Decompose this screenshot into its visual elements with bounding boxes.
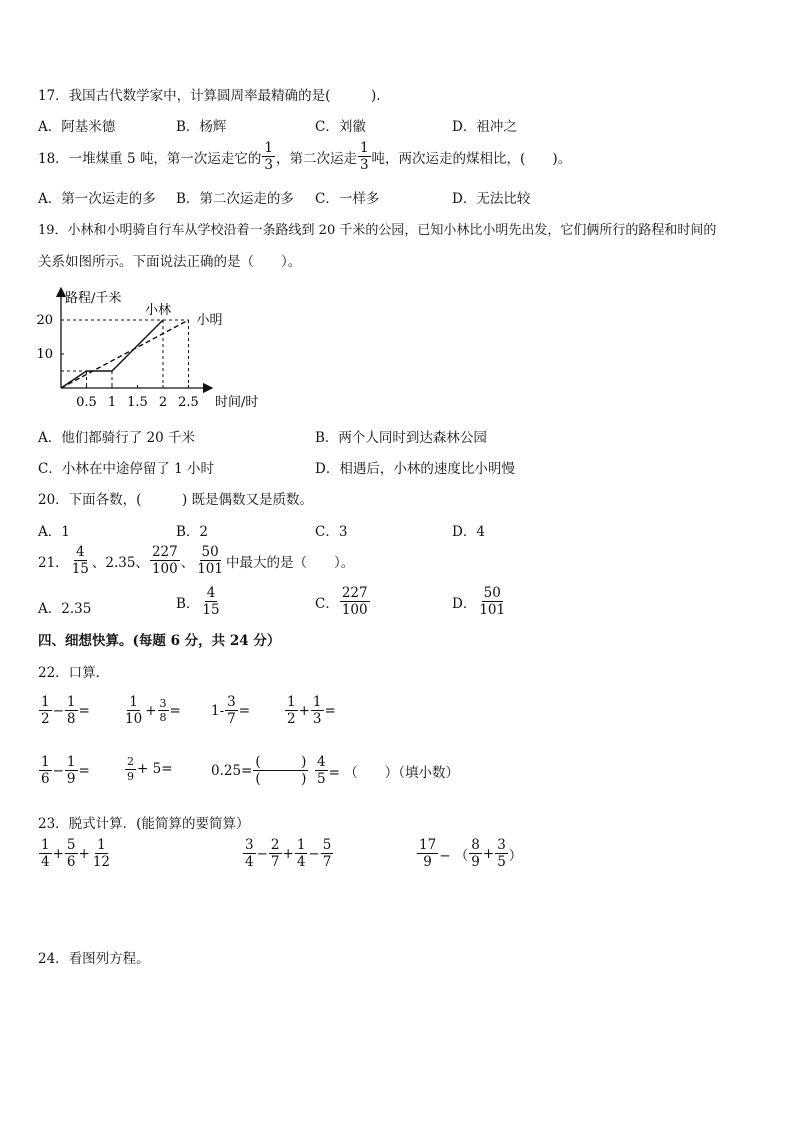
q17-option-c[interactable]: C．刘徽 (315, 119, 366, 135)
q18-fraction-2: $\frac{1}{3}$ (359, 140, 369, 174)
q23-expr-1: $\frac{1}{4}$ + $\frac{5}{6}$ + $\frac{1}{12}$ (41, 837, 110, 871)
q22-expr-4: $\frac{1}{2}$ + $\frac{1}{3}$ = (287, 694, 336, 728)
q19-option-d[interactable]: D．相遇后，小林的速度比小明慢 (315, 461, 515, 477)
q18-option-c[interactable]: C．一样多 (315, 191, 380, 207)
y-axis-label: 路程/千米 (65, 291, 122, 306)
question-19-line-1: 19．小林和小明骑自行车从学校沿着一条路线到 20 千米的公园，已知小林比小明先出发，它们俩所行的路程和时间的 (38, 223, 717, 238)
x-axis-label: 时间/时 (215, 395, 259, 410)
x-tick-label: 1 (107, 395, 117, 410)
x-tick-label: 0.5 (76, 395, 97, 410)
q22-expr-5: $\frac{1}{6}$ − $\frac{1}{9}$ = (41, 754, 90, 788)
series-label: 小明 (196, 313, 223, 328)
q18-option-a[interactable]: A．第一次运走的多 (38, 191, 156, 207)
q18-fraction-1: $\frac{1}{3}$ (264, 140, 273, 174)
question-23-title: 23．脱式计算．(能简算的要简算） (38, 816, 250, 832)
series-label: 小林 (145, 303, 172, 318)
q22-expr-1: $\frac{1}{2}$ − $\frac{1}{8}$ = (41, 694, 90, 728)
q20-option-d[interactable]: D．4 (452, 524, 485, 540)
q18-option-b[interactable]: B．第二次运走的多 (176, 191, 294, 207)
q21-option-c[interactable]: C． $\frac{227}{100}$ (315, 585, 368, 619)
q22-expr-8: $\frac{4}{5}$ = （ ）（填小数） (317, 754, 459, 788)
q21-fraction-227-100: $\frac{227}{100}$ (151, 544, 178, 578)
q18-text-b: ，第二次运走 (275, 150, 357, 167)
x-tick-label: 2.5 (178, 395, 199, 410)
y-tick-label: 20 (36, 313, 53, 328)
q18-text-a: 18．一堆煤重 5 吨，第一次运走它的 (38, 150, 262, 167)
q21-fraction-50-101: $\frac{50}{101}$ (197, 544, 223, 578)
question-22-title: 22．口算． (38, 665, 110, 681)
q18-text-c: 吨，两次运走的煤相比，( )。 (371, 150, 572, 167)
q19-option-b[interactable]: B．两个人同时到达森林公园 (315, 430, 487, 446)
q21-separator-1: 、2.35、 (91, 554, 149, 571)
q21-option-b[interactable]: B． $\frac{4}{15}$ (176, 585, 220, 619)
question-21-stem (38, 545, 354, 576)
q21-option-d[interactable]: D． $\frac{50}{101}$ (452, 585, 506, 619)
q22-expr-7: 0.25= $\frac{( )}{( )}$ (211, 754, 307, 788)
q23-expr-3: $\frac{17}{9}$ − （ $\frac{8}{9}$ + $\frac{3}{5}$ ） (419, 837, 523, 871)
question-20-stem: 20．下面各数，( ) 既是偶数又是质数。 (38, 492, 314, 508)
q20-option-c[interactable]: C．3 (315, 524, 348, 540)
series-line-xiaoming (61, 320, 189, 388)
question-17-stem: 17．我国古代数学家中，计算圆周率最精确的是( ). (38, 88, 381, 104)
q22-expr-3: 1- $\frac{3}{7}$ = (211, 694, 251, 728)
distance-time-chart (28, 280, 278, 415)
section-4-heading: 四、细想快算。(每题 6 分，共 24 分） (38, 633, 281, 649)
q21-separator-2: 、 (180, 554, 195, 571)
q19-option-a[interactable]: A．他们都骑行了 20 千米 (38, 430, 196, 446)
x-tick-label: 2 (158, 395, 168, 410)
q20-option-b[interactable]: B．2 (176, 524, 209, 540)
q20-option-a[interactable]: A．1 (38, 524, 70, 540)
q21-number: 21． (38, 554, 69, 571)
q18-option-d[interactable]: D．无法比较 (452, 191, 531, 207)
q17-option-a[interactable]: A．阿基米德 (38, 119, 116, 135)
q17-option-b[interactable]: B．杨辉 (176, 119, 227, 135)
question-24-title: 24．看图列方程。 (38, 951, 150, 967)
q21-tail: 中最大的是（ ）。 (226, 554, 355, 571)
q21-option-a[interactable]: A．2.35 (38, 601, 92, 617)
q22-expr-6: $\frac{2}{9}$ + 5= (127, 755, 173, 783)
q21-fraction-4-15: $\frac{4}{15}$ (71, 544, 89, 578)
q23-expr-2: $\frac{3}{4}$ − $\frac{2}{7}$ + $\frac{1}{4}$ − $\frac{5}{7}$ (245, 837, 332, 871)
question-18-stem (38, 141, 571, 172)
y-tick-label: 10 (36, 347, 53, 362)
question-19-line-2: 关系如图所示。下面说法正确的是（ ）。 (38, 254, 302, 270)
q19-option-c[interactable]: C．小林在中途停留了 1 小时 (38, 461, 215, 477)
q22-expr-2: $\frac{1}{10}$ + $\frac{3}{8}$ = (125, 694, 181, 728)
q17-option-d[interactable]: D．祖冲之 (452, 119, 517, 135)
x-tick-label: 1.5 (127, 395, 148, 410)
